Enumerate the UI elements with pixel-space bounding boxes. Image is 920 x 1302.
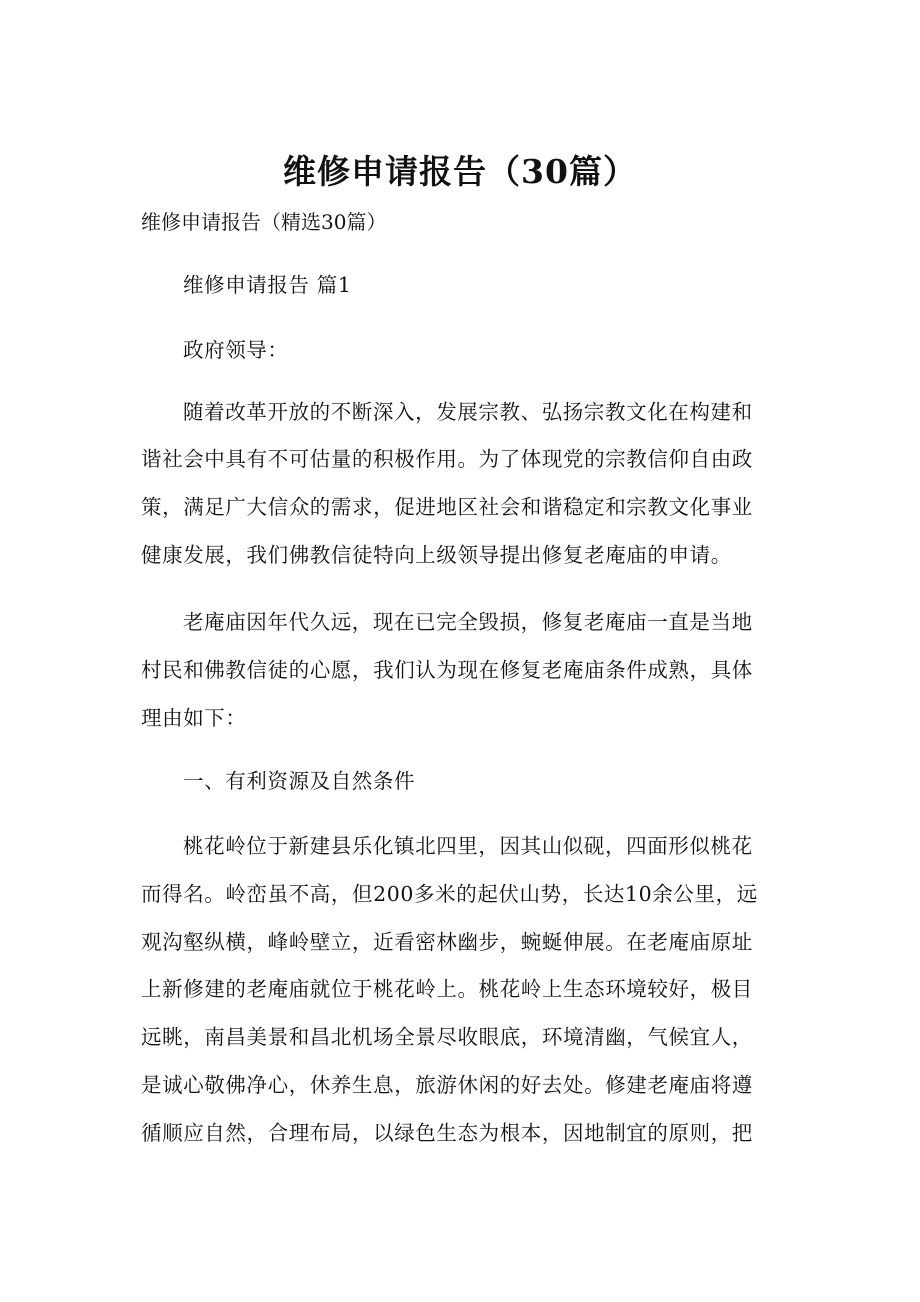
salutation: 政府领导：	[183, 338, 289, 362]
paragraph-3-line-4: 上新修建的老庵庙就位于桃花岭上。桃花岭上生态环境较好，极目	[141, 977, 753, 1001]
paragraph-1-line-3: 策，满足广大信众的需求，促进地区社会和谐稳定和宗教文化事业	[141, 495, 753, 519]
section-heading: 维修申请报告 篇1	[183, 273, 352, 297]
paragraph-2-line-3: 理由如下：	[141, 706, 247, 730]
paragraph-3-line-2: 而得名。岭峦虽不高，但200多米的起伏山势，长达10余公里，远	[141, 882, 758, 906]
list-heading: 一、有利资源及自然条件	[183, 769, 416, 793]
paragraph-3-line-7: 循顺应自然，合理布局，以绿色生态为根本，因地制宜的原则，把	[141, 1121, 753, 1145]
paragraph-3-line-6: 是诚心敬佛净心，休养生息，旅游休闲的好去处。修建老庵庙将遵	[141, 1073, 753, 1097]
paragraph-1-line-4: 健康发展，我们佛教信徒特向上级领导提出修复老庵庙的申请。	[141, 543, 732, 567]
paragraph-3-line-3: 观沟壑纵横，峰岭壁立，近看密林幽步，蜿蜒伸展。在老庵庙原址	[141, 930, 753, 954]
paragraph-2-line-2: 村民和佛教信徒的心愿，我们认为现在修复老庵庙条件成熟，具体	[141, 658, 753, 682]
paragraph-3-line-1: 桃花岭位于新建县乐化镇北四里，因其山似砚，四面形似桃花	[183, 834, 753, 858]
document-title: 维修申请报告（30篇）	[283, 152, 637, 191]
paragraph-2-line-1: 老庵庙因年代久远，现在已完全毁损，修复老庵庙一直是当地	[183, 610, 753, 634]
paragraph-1-line-1: 随着改革开放的不断深入，发展宗教、弘扬宗教文化在构建和	[183, 400, 753, 424]
paragraph-1-line-2: 谐社会中具有不可估量的积极作用。为了体现党的宗教信仰自由政	[141, 447, 753, 471]
paragraph-3-line-5: 远眺，南昌美景和昌北机场全景尽收眼底，环境清幽，气候宜人，	[141, 1025, 753, 1049]
document-subtitle: 维修申请报告（精选30篇）	[141, 210, 387, 234]
